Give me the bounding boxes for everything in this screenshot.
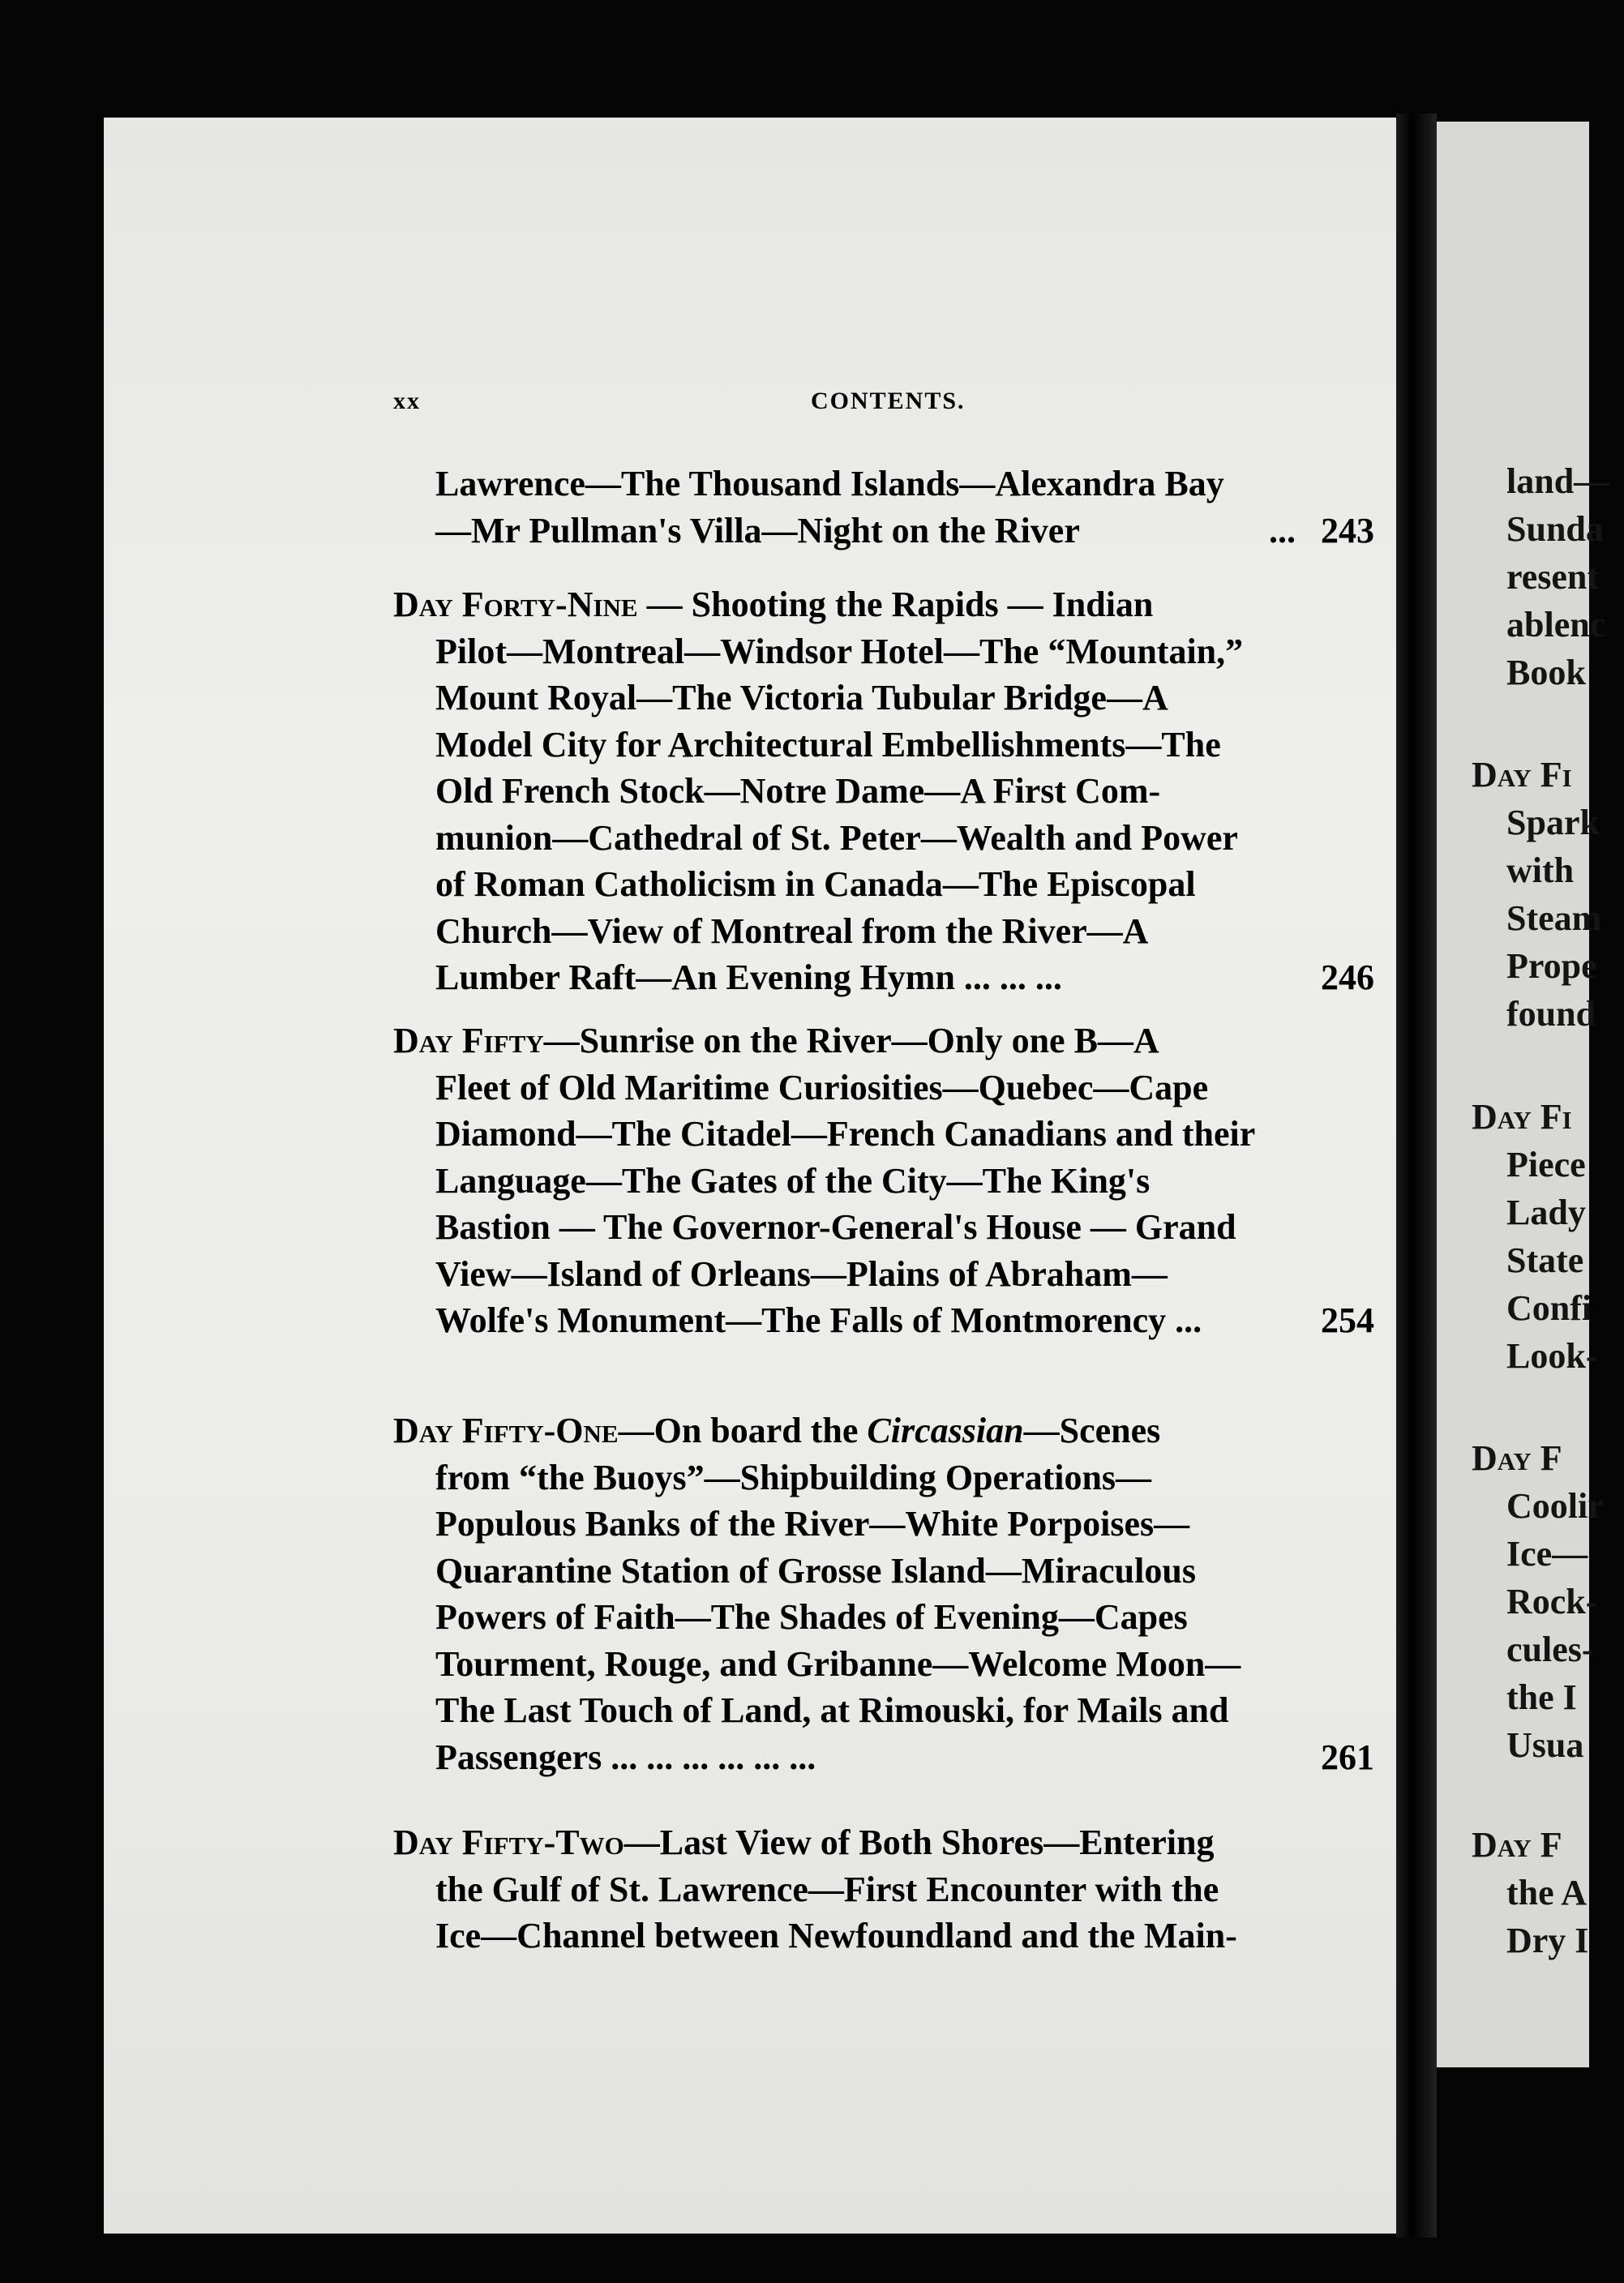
entry-line <box>393 1204 1374 1251</box>
entry-text: from “the Buoys”—Shipbuilding Operations— <box>435 1457 1152 1497</box>
contents-entry <box>393 1819 1374 1960</box>
entry-line <box>393 722 1374 769</box>
entry-line <box>393 1501 1374 1548</box>
entry-text: Diamond—The Citadel—French Canadians and their <box>435 1114 1256 1154</box>
day-heading: Day Fifty <box>393 1021 544 1060</box>
facing-text-line: Prope <box>1506 946 1597 986</box>
facing-text-line: land— <box>1506 461 1610 501</box>
book-gutter <box>1396 114 1437 2238</box>
entry-text: Old French Stock—Notre Dame—A First Com- <box>435 771 1161 811</box>
facing-day-heading: Day Fi <box>1472 755 1572 795</box>
page-header <box>393 388 1386 428</box>
entry-text: Powers of Faith—The Shades of Evening—Capes <box>435 1597 1188 1637</box>
page-ref: 254 <box>1321 1300 1374 1340</box>
page-title: CONTENTS. <box>811 388 966 414</box>
facing-text-line: ablenc <box>1506 605 1606 645</box>
facing-text-line: Confi <box>1506 1288 1592 1328</box>
entry-line <box>393 1734 1374 1781</box>
facing-text-line: the A <box>1506 1873 1587 1912</box>
entry-line <box>393 768 1374 815</box>
contents-entry <box>393 1017 1374 1344</box>
entry-line <box>393 460 1374 508</box>
entry-line <box>393 1594 1374 1641</box>
page-ref: 243 <box>1321 510 1374 550</box>
entry-line <box>393 1158 1374 1205</box>
facing-text-line: the I <box>1506 1677 1577 1717</box>
entry-text: Wolfe's Monument—The Falls of Montmorency ... <box>435 1300 1202 1340</box>
entry-text: Lumber Raft—An Evening Hymn ... ... ... <box>435 957 1062 997</box>
facing-text-line: Spark <box>1506 803 1600 842</box>
entry-text: Tourment, Rouge, and Gribanne—Welcome Moon— <box>435 1643 1241 1684</box>
entry-line <box>393 581 1374 628</box>
entry-text: —Last View of Both Shores—Entering <box>623 1823 1215 1862</box>
entry-text: Bastion — The Governor-General's House — Grand <box>435 1207 1236 1247</box>
entry-line <box>393 1251 1374 1298</box>
facing-text-line: resent <box>1506 557 1600 597</box>
entry-line <box>393 1064 1374 1112</box>
entry-text: Mount Royal—The Victoria Tubular Bridge—A <box>435 678 1168 717</box>
entry-line <box>393 908 1374 955</box>
facing-text-line: Coolir <box>1506 1486 1604 1526</box>
facing-text-line: Sunda <box>1506 509 1604 549</box>
entry-text: the Gulf of St. Lawrence—First Encounter with the <box>435 1869 1219 1909</box>
entry-line <box>393 1454 1374 1501</box>
entry-line <box>393 508 1374 555</box>
entry-text: munion—Cathedral of St. Peter—Wealth and Power <box>435 817 1238 858</box>
facing-day-heading: Day Fi <box>1472 1097 1572 1137</box>
entry-text: Language—The Gates of the City—The King's <box>435 1160 1151 1201</box>
facing-day-heading: Day F <box>1472 1825 1562 1865</box>
entry-line <box>393 1017 1374 1064</box>
entry-line <box>393 1111 1374 1158</box>
entry-line <box>393 1641 1374 1688</box>
facing-text-line: Piece <box>1506 1145 1586 1184</box>
page-ref: 261 <box>1321 1737 1374 1777</box>
entry-line <box>393 954 1374 1001</box>
facing-text-line: State <box>1506 1240 1584 1280</box>
entry-text: Pilot—Montreal—Windsor Hotel—The “Mountain,” <box>435 631 1244 671</box>
entry-line <box>393 1912 1374 1960</box>
page-number: xx <box>393 388 421 414</box>
page-ref: 246 <box>1321 957 1374 997</box>
contents-entry <box>393 581 1374 1001</box>
facing-text-line: Dry I <box>1506 1921 1589 1960</box>
entry-line <box>393 861 1374 908</box>
entry-text: Church—View of Montreal from the River—A <box>435 910 1149 951</box>
entry-text: —Mr Pullman's Villa—Night on the River <box>435 510 1080 550</box>
day-heading: Day Fifty-Two <box>393 1823 624 1862</box>
entry-text: The Last Touch of Land, at Rimouski, for Mails and <box>435 1690 1229 1730</box>
facing-text-line: Lady <box>1506 1193 1586 1232</box>
entry-line <box>393 1687 1374 1734</box>
contents-entry <box>393 460 1374 554</box>
entry-text: Lawrence—The Thousand Islands—Alexandra Bay <box>435 464 1224 503</box>
entry-text: of Roman Catholicism in Canada—The Episcopal <box>435 864 1196 904</box>
entry-line <box>393 628 1374 675</box>
entry-text: —On board the Circassian—Scenes <box>618 1411 1161 1450</box>
entry-line <box>393 1407 1374 1454</box>
entry-line <box>393 1819 1374 1866</box>
contents-entry <box>393 1407 1374 1780</box>
facing-page <box>1431 122 1589 2067</box>
facing-text-line: Rock- <box>1506 1582 1598 1621</box>
day-heading: Day Forty-Nine <box>393 585 638 624</box>
facing-text-line: Steam <box>1506 898 1602 938</box>
entry-text: — Shooting the Rapids — Indian <box>646 585 1154 624</box>
facing-text-line: with <box>1506 850 1575 890</box>
entry-line <box>393 1548 1374 1595</box>
entry-text: —Sunrise on the River—Only one B—A <box>543 1021 1159 1060</box>
facing-text-line: cules- <box>1506 1630 1594 1669</box>
leader-dots: ... <box>1269 510 1296 550</box>
entry-line <box>393 1866 1374 1913</box>
facing-text-line: found <box>1506 994 1596 1034</box>
facing-text-line: Usua <box>1506 1725 1584 1765</box>
facing-text-line: Look- <box>1506 1336 1598 1376</box>
facing-day-heading: Day F <box>1472 1438 1562 1478</box>
entry-text: Passengers ... ... ... ... ... ... <box>435 1737 816 1777</box>
entry-text: Fleet of Old Maritime Curiosities—Quebec—Cape <box>435 1067 1209 1107</box>
entry-text: Populous Banks of the River—White Porpoises— <box>435 1504 1190 1544</box>
entry-line <box>393 1297 1374 1344</box>
entry-line <box>393 675 1374 722</box>
facing-text-line: Ice— <box>1506 1534 1588 1574</box>
entry-text: Model City for Architectural Embellishments—The <box>435 724 1221 765</box>
day-heading: Day Fifty-One <box>393 1411 619 1450</box>
entry-text: View—Island of Orleans—Plains of Abraham— <box>435 1253 1168 1294</box>
entry-text: Ice—Channel between Newfoundland and the Main- <box>435 1916 1237 1955</box>
entry-line <box>393 815 1374 862</box>
entry-text: Quarantine Station of Grosse Island—Miraculous <box>435 1550 1196 1591</box>
facing-text-line: Book <box>1506 653 1586 692</box>
